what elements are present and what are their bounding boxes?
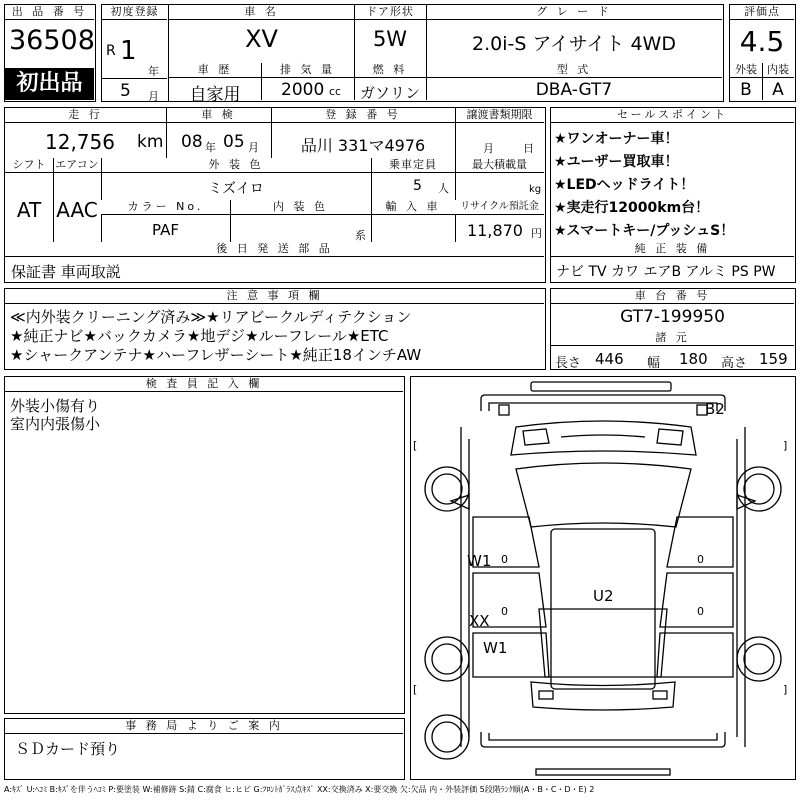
inspector-line: 外装小傷有り — [10, 397, 101, 415]
note-line: ≪内外装クリーニング済み≫★リアビークルディテクション — [10, 308, 412, 326]
office-title: 事 務 局 よ り ご 案 内 — [5, 719, 403, 734]
era: R — [106, 43, 116, 59]
import-label: 輸 入 車 — [371, 200, 455, 215]
mileage: 12,756 — [45, 130, 115, 154]
chassis-number: GT7-199950 — [620, 307, 725, 327]
legend: A:ｷｽﾞ U:ﾍｺﾐ B:ｷｽﾞを伴うﾍｺﾐ P:要塗装 W:補修跡 S:錆 C:腐食 ヒ:ヒビ G:ﾌﾛﾝﾄｶﾞﾗｽ点ｷｽﾞ XX:交換済み X:要交換 欠:欠品 内・外装評価 5段階ﾗﾝｸ順(A・B・C・D・E) 2 — [4, 785, 595, 794]
chassis-box — [550, 288, 796, 370]
score-label: 評価点 — [730, 5, 794, 20]
damage-mark-w1: W1 — [467, 552, 492, 570]
inspector-title: 検 査 員 記 入 欄 — [5, 377, 403, 392]
equipment-title: 純 正 装 備 — [551, 242, 794, 257]
transfer-label: 譲渡書類期限 — [455, 108, 544, 123]
int-color-suffix: 系 — [355, 229, 366, 242]
inspection-label: 車 検 — [166, 108, 271, 123]
car-name: XV — [245, 25, 278, 53]
vehicle-summary-box — [168, 4, 724, 105]
recycle-fee: 11,870 — [467, 221, 523, 240]
month-unit: 月 — [148, 90, 159, 103]
mileage-label: 走 行 — [5, 108, 166, 123]
damage-mark-b2: B2 — [705, 400, 725, 418]
later-parts-label: 後 日 発 送 部 品 — [5, 242, 544, 257]
length-label: 長さ — [555, 356, 582, 371]
inspection-year: 08 — [181, 132, 203, 152]
plate-label: 登 録 番 号 — [271, 108, 455, 123]
color-label: 外 装 色 — [101, 158, 371, 173]
year-unit: 年 — [148, 65, 159, 78]
capacity-label: 乗車定員 — [371, 158, 455, 173]
later-parts: 保証書 車両取説 — [11, 263, 121, 281]
inspection-month: 05 — [223, 132, 245, 152]
notes-title: 注 意 事 項 欄 — [5, 289, 544, 304]
km-unit: km — [137, 132, 164, 152]
sales-points-list — [554, 128, 792, 243]
load-label: 最大積載量 — [455, 158, 544, 173]
sales-point-item: ★スマートキー/プッシュS！ — [554, 223, 735, 239]
bracket-right: ] — [783, 683, 788, 696]
reg-year: 1 — [120, 36, 137, 66]
zero-mark: 0 — [697, 553, 704, 566]
car-outline-diagram — [411, 377, 794, 778]
transfer-month: 月 — [483, 142, 494, 155]
notes-lines — [10, 308, 542, 365]
height-label: 高さ — [721, 356, 748, 371]
score: 4.5 — [739, 25, 785, 58]
lot-box — [4, 4, 96, 102]
color-number: PAF — [152, 221, 179, 239]
lot-number: 36508 — [9, 25, 95, 56]
note-line: ★純正ナビ★バックカメラ★地デジ★ルーフレール★ETC — [10, 327, 389, 345]
inspector-line: 室内内張傷小 — [10, 415, 101, 433]
displacement-label: 排 気 量 — [261, 63, 354, 78]
bracket-right: ] — [783, 439, 788, 452]
chassis-title: 車 台 番 号 — [551, 289, 794, 304]
office-note: ＳＤカード預り — [15, 740, 121, 758]
door-label: ドア形状 — [354, 5, 426, 20]
ac-label: エアコン — [53, 158, 101, 173]
int-color-label: 内 装 色 — [230, 200, 371, 215]
grade: 2.0i-S アイサイト 4WD — [472, 33, 676, 55]
interior-label: 内装 — [762, 63, 794, 78]
first-sale-badge: 初出品 — [5, 68, 94, 100]
bracket-left: [ — [413, 683, 418, 696]
height-value: 159 — [759, 350, 788, 368]
first-reg-label: 初度登録 — [102, 5, 167, 20]
recycle-label: リサイクル預託金 — [455, 200, 544, 215]
yen-unit: 円 — [531, 227, 542, 240]
first-registration-box — [101, 4, 169, 102]
zero-mark: 0 — [501, 553, 508, 566]
note-line: ★シャークアンテナ★ハーフレザーシート★純正18インチAW — [10, 346, 422, 364]
equipment-list: ナビ TV カワ エアB アルミ PS PW — [556, 264, 776, 280]
load-unit: kg — [529, 184, 542, 195]
history: 自家用 — [189, 85, 241, 105]
history-label: 車 歴 — [169, 63, 261, 78]
ac-type: AAC — [56, 198, 98, 222]
inspection-year-unit: 年 — [205, 141, 216, 154]
notes-box — [4, 288, 546, 370]
model-code-label: 型 式 — [426, 63, 722, 78]
damage-mark-u2: U2 — [593, 587, 614, 605]
bracket-left: [ — [413, 439, 418, 452]
sales-points-box — [550, 107, 796, 283]
length-value: 446 — [595, 350, 624, 368]
sales-point-item: ★実走行12000km台！ — [554, 200, 710, 216]
damage-mark-xx: XX — [469, 612, 490, 630]
score-box — [729, 4, 796, 102]
details-box — [4, 107, 546, 283]
inspection-month-unit: 月 — [248, 141, 259, 154]
zero-mark: 0 — [697, 605, 704, 618]
reg-month: 5 — [120, 81, 131, 101]
color-no-label: カラー No. — [101, 200, 230, 215]
shift: AT — [16, 198, 42, 222]
sales-point-item: ★LEDヘッドライト！ — [554, 177, 695, 193]
displacement: 2000 — [281, 80, 325, 100]
door-type: 5W — [372, 27, 408, 51]
model-code: DBA-GT7 — [535, 80, 613, 100]
capacity: 5 — [413, 178, 422, 194]
dims-title: 諸 元 — [551, 331, 794, 346]
interior-grade: A — [772, 80, 784, 100]
shift-label: シフト — [5, 158, 53, 173]
plate-number: 品川 331マ4976 — [300, 136, 426, 155]
fuel: ガソリン — [359, 84, 420, 102]
exterior-color: ミズイロ — [208, 181, 264, 197]
damage-mark-w1: W1 — [483, 639, 508, 657]
office-box — [4, 718, 405, 780]
exterior-grade: B — [740, 80, 752, 100]
inspector-box — [4, 376, 405, 714]
zero-mark: 0 — [501, 605, 508, 618]
sales-points-title: セールスポイント — [551, 108, 794, 123]
fuel-label: 燃 料 — [354, 63, 426, 78]
grade-label: グ レ ー ド — [426, 5, 722, 20]
exterior-label: 外装 — [730, 63, 762, 78]
cc-unit: cc — [329, 85, 342, 98]
transfer-day: 日 — [523, 142, 534, 155]
capacity-unit: 人 — [438, 182, 449, 195]
damage-diagram — [410, 376, 796, 780]
lot-label: 出 品 番 号 — [5, 5, 94, 20]
width-value: 180 — [679, 350, 708, 368]
sales-point-item: ★ユーザー買取車！ — [554, 154, 679, 170]
car-name-label: 車 名 — [169, 5, 354, 20]
sales-point-item: ★ワンオーナー車！ — [554, 131, 679, 147]
width-label: 幅 — [647, 356, 661, 371]
